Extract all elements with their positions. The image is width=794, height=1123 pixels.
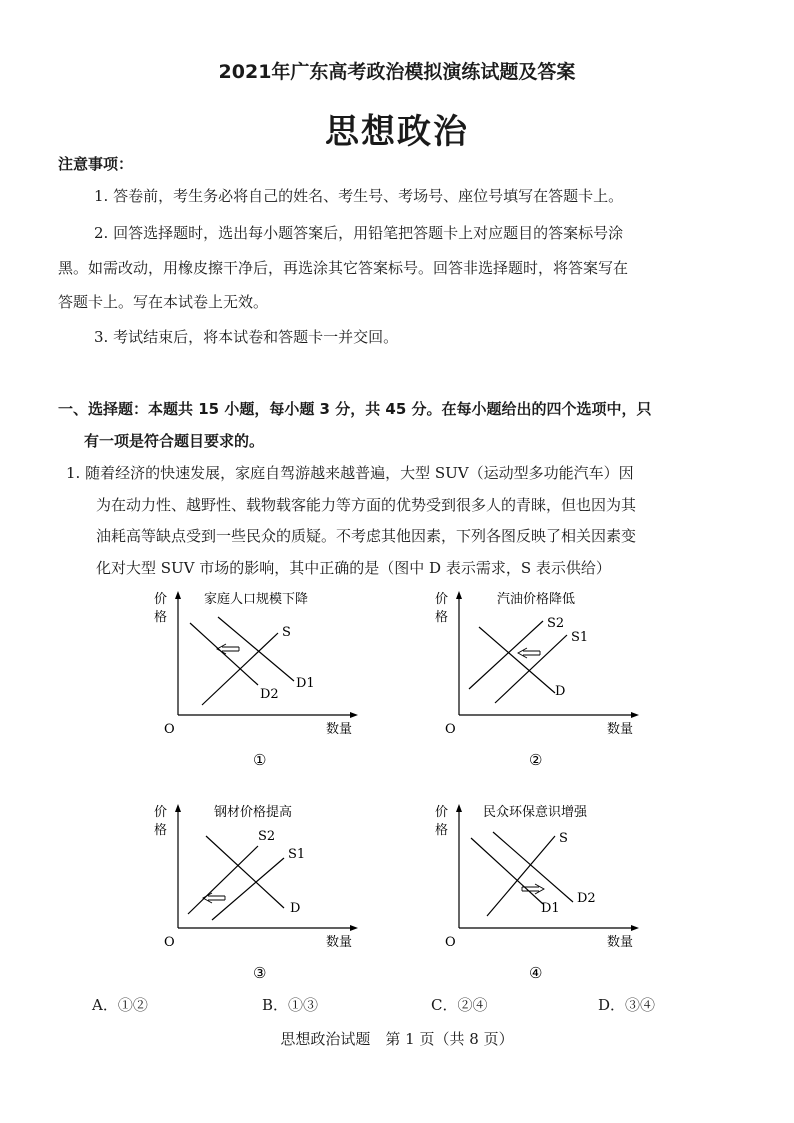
curve-label-s: S [282, 625, 291, 640]
x-axis-label: 数量 [607, 935, 634, 950]
demand-curve-d1 [471, 838, 543, 904]
y-axis-arrow [175, 804, 181, 812]
page-footer: 思想政治试题 第 1 页（共 8 页） [280, 1030, 514, 1048]
option-b[interactable]: B．①③ [262, 996, 319, 1014]
subject-title: 思想政治 [325, 112, 469, 152]
y-axis-label-2: 格 [435, 610, 449, 625]
notice-line-3: 3. 考试结束后，将本试卷和答题卡一并交回。 [94, 328, 399, 346]
curve-label-s1: S1 [288, 847, 306, 862]
notice-line-2b: 黑。如需改动，用橡皮擦干净后，再选涂其它答案标号。回答非选择题时，将答案写在 [58, 259, 629, 277]
y-axis-label-2: 格 [435, 823, 449, 838]
y-axis-label-2: 格 [154, 823, 168, 838]
option-a[interactable]: A．①② [92, 996, 148, 1014]
graph-caption: 钢材价格提高 [214, 805, 293, 820]
x-axis-arrow [350, 712, 358, 718]
graph-4 [431, 798, 651, 988]
right-arrow-icon [522, 884, 544, 894]
graph-1 [150, 585, 370, 775]
y-axis-arrow [456, 804, 462, 812]
question-1-line-1: 1. 随着经济的快速发展，家庭自驾游越来越普遍，大型 SUV（运动型多功能汽车）因 [66, 464, 634, 482]
demand-curve-d2 [190, 623, 258, 685]
curve-label-d1: D1 [296, 676, 315, 691]
curve-label-d: D [555, 684, 566, 699]
curve-label-s2: S2 [258, 829, 276, 844]
notice-heading: 注意事项： [58, 155, 134, 173]
graph-2 [431, 585, 651, 775]
curve-label-s: S [559, 831, 568, 846]
origin-label: O [445, 935, 456, 950]
supply-curve-s1 [212, 858, 284, 920]
notice-line-1: 1. 答卷前，考生务必将自己的姓名、考生号、考场号、座位号填写在答题卡上。 [94, 187, 624, 205]
y-axis-label-1: 价 [154, 592, 168, 607]
x-axis-label: 数量 [326, 722, 353, 737]
y-axis-label-1: 价 [154, 805, 168, 820]
curve-label-d: D [290, 901, 301, 916]
left-arrow-icon [203, 893, 225, 903]
x-axis-arrow [631, 925, 639, 931]
section-1-line-2: 有一项是符合题目要求的。 [84, 432, 265, 450]
notice-line-2a: 2. 回答选择题时，选出每小题答案后，用铅笔把答题卡上对应题目的答案标号涂 [94, 224, 624, 242]
y-axis-label-1: 价 [435, 592, 449, 607]
curve-label-d1: D1 [541, 901, 560, 916]
y-axis-label-1: 价 [435, 805, 449, 820]
curve-label-d2: D2 [260, 687, 279, 702]
demand-curve-d [206, 836, 284, 908]
graph-caption: 家庭人口规模下降 [204, 592, 309, 607]
graph-number: ④ [529, 964, 543, 982]
y-axis-arrow [175, 591, 181, 599]
y-axis-label-2: 格 [154, 610, 168, 625]
left-arrow-icon [217, 644, 239, 654]
y-axis-arrow [456, 591, 462, 599]
notice-line-2c: 答题卡上。写在本试卷上无效。 [58, 293, 269, 311]
question-1-line-4: 化对大型 SUV 市场的影响，其中正确的是（图中 D 表示需求，S 表示供给） [96, 559, 611, 577]
origin-label: O [445, 722, 456, 737]
x-axis-arrow [350, 925, 358, 931]
supply-curve-s2 [188, 846, 258, 914]
graph-number: ③ [253, 964, 267, 982]
graph-caption: 民众环保意识增强 [483, 805, 588, 820]
curve-label-d2: D2 [577, 891, 596, 906]
option-d[interactable]: D．③④ [598, 996, 656, 1014]
left-arrow-icon [518, 648, 540, 658]
x-axis-label: 数量 [607, 722, 634, 737]
curve-label-s2: S2 [547, 616, 565, 631]
section-1-line-1: 一、选择题：本题共 15 小题，每小题 3 分，共 45 分。在每小题给出的四个选项中，只 [58, 400, 652, 418]
question-1-line-3: 油耗高等缺点受到一些民众的质疑。不考虑其他因素，下列各图反映了相关因素变 [96, 527, 637, 545]
graph-number: ② [529, 751, 543, 769]
graph-number: ① [253, 751, 267, 769]
curve-label-s1: S1 [571, 630, 589, 645]
demand-curve-d [479, 627, 555, 693]
graph-3 [150, 798, 370, 988]
graph-caption: 汽油价格降低 [497, 592, 576, 607]
option-c[interactable]: C．②④ [431, 996, 488, 1014]
question-1-line-2: 为在动力性、越野性、载物载客能力等方面的优势受到很多人的青睐，但也因为其 [96, 496, 637, 514]
origin-label: O [164, 722, 175, 737]
x-axis-arrow [631, 712, 639, 718]
x-axis-label: 数量 [326, 935, 353, 950]
exam-title: 2021年广东高考政治模拟演练试题及答案 [218, 61, 576, 83]
origin-label: O [164, 935, 175, 950]
